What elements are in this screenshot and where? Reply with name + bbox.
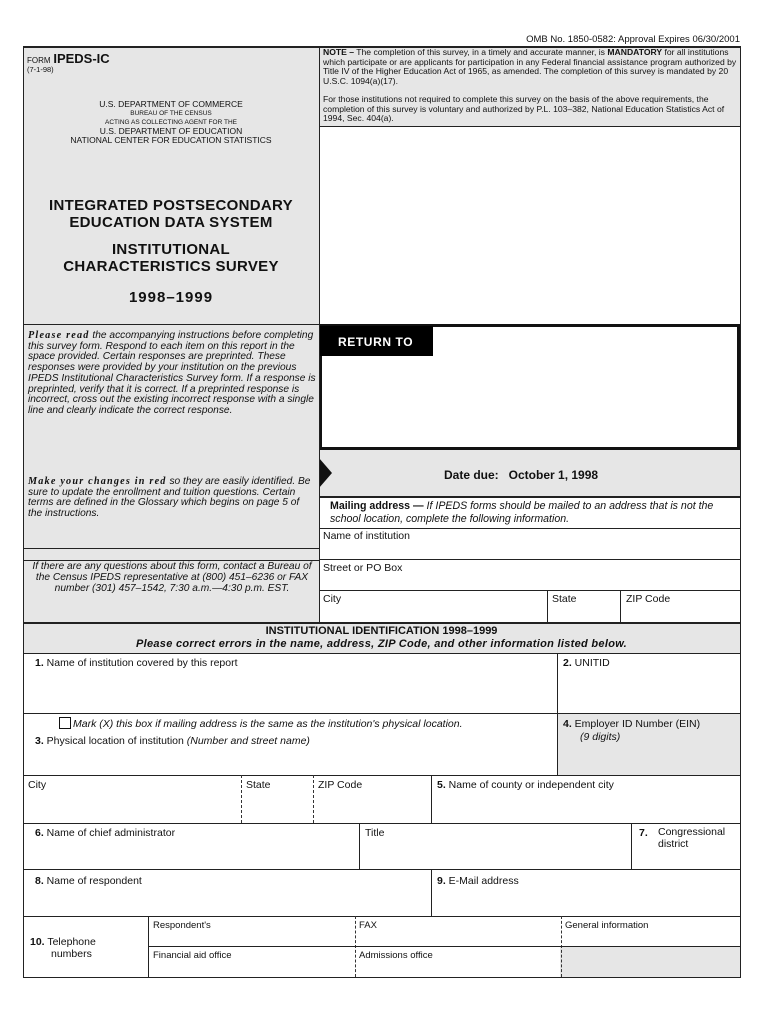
mailing-city-label: City xyxy=(323,593,342,605)
contact-divider xyxy=(23,560,319,561)
county-divider xyxy=(431,775,432,823)
instructions-text: Please read the accompanying instructions before completing this survey form. Respond to each item on this report in the space provided. Certain responses are preprinted. These responses were provided by your institution on the previous IPEDS Institutional Characteristics Survey form. If a response is preprinted, verify that it is correct. If a preprinted response is incorrect, cross out the existing incorrect response with a single line and clearly indicate the correct response. xyxy=(28,330,316,416)
congressional-district-field[interactable] xyxy=(632,852,739,869)
state-label: State xyxy=(246,779,271,791)
note-divider xyxy=(319,126,740,127)
q7-text: Congressional district xyxy=(658,826,726,850)
zip-label: ZIP Code xyxy=(318,779,363,791)
mailing-state-field[interactable] xyxy=(548,606,620,620)
frame-right xyxy=(740,46,741,978)
phone-financial-aid-field[interactable] xyxy=(150,962,353,976)
section-bottom-rule xyxy=(23,653,741,654)
same-address-checkbox[interactable] xyxy=(59,717,71,729)
arrow-marker xyxy=(319,458,332,488)
mailing-name-label: Name of institution xyxy=(323,530,410,542)
frame-left xyxy=(23,46,24,978)
q4-sub-label: (9 digits) xyxy=(580,731,621,743)
q8-rule xyxy=(23,916,741,917)
phone-respondent-label: Respondent's xyxy=(153,920,211,931)
section-title: INSTITUTIONAL IDENTIFICATION 1998–1999 xyxy=(265,625,498,637)
mandatory-note: NOTE – The completion of this survey, in a timely and accurate manner, is MANDATORY for all institutions which participate or are applicants for participation in any Federal financial assistance program authorized by Title IV of the Higher Education Act of 1965, as amended. The completion of this survey is mandated by 20 U.S.C. 1094(a)(17). xyxy=(323,47,737,86)
phone-financial-aid-label: Financial aid office xyxy=(153,950,232,961)
mailing-state-label: State xyxy=(552,593,577,605)
city-label: City xyxy=(28,779,47,791)
zip-field[interactable] xyxy=(314,794,430,823)
checkbox-label: Mark (X) this box if mailing address is the same as the institution's physical location. xyxy=(73,718,463,730)
omb-number: OMB No. 1850-0582: Approval Expires 06/30/2001 xyxy=(526,34,740,45)
survey-year: 1998–1999 xyxy=(128,289,214,306)
phone-admissions-field[interactable] xyxy=(356,962,559,976)
mailing-zip-field[interactable] xyxy=(621,606,739,620)
phone-general-field[interactable] xyxy=(562,932,739,945)
form-label: FORM IPEDS-IC xyxy=(27,51,110,66)
q3-label: 3. Physical location of institution (Number and street name) xyxy=(35,735,310,747)
mailing-vrule-2 xyxy=(620,590,621,622)
section-top-rule xyxy=(23,622,741,624)
district-divider xyxy=(631,823,632,869)
q7-label: 7. xyxy=(639,827,648,839)
phone-fax-label: FAX xyxy=(359,920,377,931)
mailing-street-field[interactable] xyxy=(319,575,740,589)
email-divider xyxy=(431,869,432,916)
page-title: INTEGRATED POSTSECONDARY EDUCATION DATA SYSTEM xyxy=(49,197,293,231)
email-field[interactable] xyxy=(432,890,739,916)
mailing-street-label: Street or PO Box xyxy=(323,562,403,574)
q4-label: 4. Employer ID Number (EIN) xyxy=(563,718,701,730)
mailing-rule-3 xyxy=(319,590,740,591)
title-field[interactable] xyxy=(360,842,630,869)
mailing-vrule-1 xyxy=(547,590,548,622)
instr-divider xyxy=(23,548,319,549)
mailing-zip-label: ZIP Code xyxy=(626,593,671,605)
mailing-name-field[interactable] xyxy=(319,545,740,559)
q1-rule xyxy=(23,713,741,714)
title-label: Title xyxy=(365,827,385,839)
phone-general-label: General information xyxy=(565,920,649,931)
q1-q2-divider xyxy=(557,653,558,775)
phone-fax-field[interactable] xyxy=(356,932,559,945)
q6-label: 6. Name of chief administrator xyxy=(35,827,176,839)
q8-label: 8. Name of respondent xyxy=(35,875,142,887)
phone-admissions-label: Admissions office xyxy=(359,950,433,961)
q1-label: 1. Name of institution covered by this report xyxy=(35,657,238,669)
respondent-name-field[interactable] xyxy=(24,890,430,916)
form-date: (7-1-98) xyxy=(27,65,54,74)
q5-label: 5. Name of county or independent city xyxy=(437,779,614,791)
contact-text: If there are any questions about this form, contact a Bureau of the Census IPEDS representative at (800) 451–6236 or FAX number (301) 457–1542, 7:30 a.m.—4:30 p.m. EST. xyxy=(32,561,312,594)
mailing-rule-1 xyxy=(319,528,740,529)
mailing-city-field[interactable] xyxy=(319,606,547,620)
header-panel xyxy=(23,47,319,324)
city-field[interactable] xyxy=(24,794,240,823)
q6-rule xyxy=(23,869,741,870)
state-divider xyxy=(241,775,242,823)
agency-block: U.S. DEPARTMENT OF COMMERCE BUREAU OF THE CENSUS ACTING AS COLLECTING AGENT FOR THE U.S. DEPARTMENT OF EDUCATION NATIONAL CENTER FOR EDUCATION STATISTICS xyxy=(70,99,272,145)
title-divider xyxy=(359,823,360,869)
date-due: Date due: October 1, 1998 xyxy=(444,468,599,482)
unitid-field[interactable] xyxy=(558,672,739,712)
institution-name-field[interactable] xyxy=(24,672,556,712)
q3-rule xyxy=(23,775,741,776)
county-field[interactable] xyxy=(432,794,739,823)
section-subtitle: Please correct errors in the name, address, ZIP Code, and other information listed below. xyxy=(135,638,628,650)
q2-label: 2. UNITID xyxy=(563,657,610,669)
phone-mid-rule xyxy=(148,946,741,947)
voluntary-note: For those institutions not required to complete this survey on the basis of the above requirements, the completion of this survey is voluntary and authorized by P.L. 103–382, National Education Statistics Act of 1994, Sec. 404(a). xyxy=(323,94,725,124)
q9-label: 9. E-Mail address xyxy=(437,875,519,887)
state-field[interactable] xyxy=(242,794,312,823)
city-row-rule xyxy=(23,823,741,824)
top-divider xyxy=(319,46,320,622)
ein-field[interactable] xyxy=(558,745,739,774)
red-changes-text: Make your changes in red so they are easily identified. Be sure to update the enrollment and tuition questions. Certain terms are defined in the Glossary which begins on page 5 of the instructions. xyxy=(28,476,311,520)
frame-top xyxy=(23,46,741,48)
physical-location-field[interactable] xyxy=(24,750,556,774)
survey-title: INSTITUTIONAL CHARACTERISTICS SURVEY xyxy=(63,241,279,275)
zip-divider xyxy=(313,775,314,823)
frame-bottom xyxy=(23,977,741,978)
q10-label: 10. Telephone numbers xyxy=(30,936,96,960)
chief-administrator-field[interactable] xyxy=(24,842,358,869)
phone-respondent-field[interactable] xyxy=(150,932,353,945)
header-divider xyxy=(23,324,319,325)
mailing-address-note: Mailing address — If IPEDS forms should be mailed to an address that is not the school location, complete the following information. xyxy=(330,500,714,525)
date-due-rule xyxy=(319,496,740,498)
mailing-rule-2 xyxy=(319,559,740,560)
return-to-label: RETURN TO xyxy=(320,326,433,356)
general-info-shade xyxy=(560,946,740,978)
